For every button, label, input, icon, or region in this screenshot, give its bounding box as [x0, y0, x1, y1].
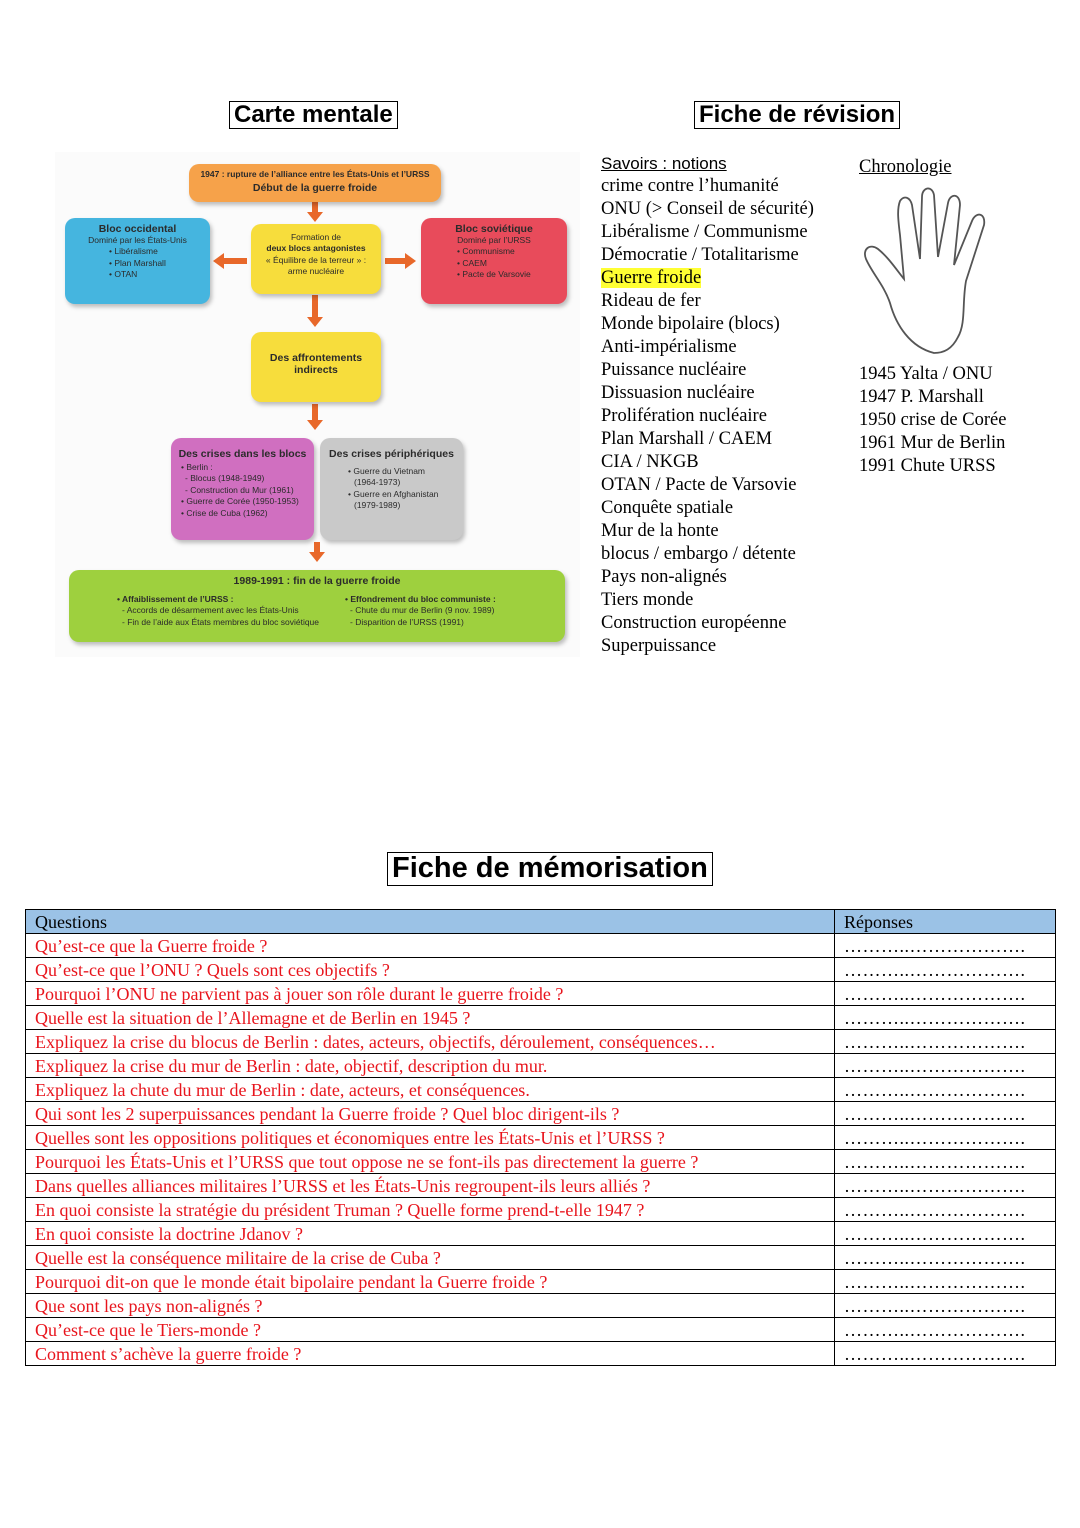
- notion-item: Démocratie / Totalitarisme: [601, 245, 799, 265]
- savoirs-list: [601, 152, 814, 658]
- table-row: [26, 1198, 1056, 1222]
- answer-cell: ………..……………….: [835, 1294, 1056, 1318]
- mm-box-crises-peripheriques: Des crises périphériques • Guerre du Vietnam (1964-1973) • Guerre en Afghanistan (1979-1989): [320, 438, 463, 540]
- table-row: [26, 1054, 1056, 1078]
- chrono-item: 1961 Mur de Berlin: [859, 433, 1006, 453]
- question-cell: Expliquez la chute du mur de Berlin : date, acteurs, et conséquences.: [26, 1078, 835, 1102]
- notion-item: Conquête spatiale: [601, 498, 734, 518]
- notion-item: Superpuissance: [601, 636, 717, 656]
- answer-cell: ………..……………….: [835, 934, 1056, 958]
- question-cell: En quoi consiste la stratégie du président Truman ? Quelle forme prend-t-elle 1947 ?: [26, 1198, 835, 1222]
- notion-item: Construction européenne: [601, 613, 787, 633]
- arrow-head-icon: [309, 552, 325, 562]
- answer-cell: ………..……………….: [835, 1222, 1056, 1246]
- savoirs-label: Savoirs : notions: [601, 154, 727, 173]
- mm-box-center: Formation de deux blocs antagonistes « Équilibre de la terreur » : arme nucléaire: [251, 224, 381, 294]
- arrow-head-icon: [307, 317, 323, 327]
- answer-cell: ………..……………….: [835, 1054, 1056, 1078]
- notion-item: ONU (> Conseil de sécurité): [601, 199, 814, 219]
- answer-cell: ………..……………….: [835, 1030, 1056, 1054]
- table-row: [26, 1078, 1056, 1102]
- question-cell: Comment s’achève la guerre froide ?: [26, 1342, 835, 1366]
- table-row: [26, 1222, 1056, 1246]
- notion-item: Libéralisme / Communisme: [601, 222, 808, 242]
- question-cell: En quoi consiste la doctrine Jdanov ?: [26, 1222, 835, 1246]
- answer-cell: ………..……………….: [835, 1102, 1056, 1126]
- notion-item: blocus / embargo / détente: [601, 544, 796, 564]
- arrow-center-down: [312, 295, 318, 319]
- answer-cell: ………..……………….: [835, 1318, 1056, 1342]
- table-row: [26, 1270, 1056, 1294]
- arrow-head-icon: [307, 212, 323, 222]
- answer-cell: ………..……………….: [835, 1198, 1056, 1222]
- table-row: [26, 1030, 1056, 1054]
- table-row: [26, 982, 1056, 1006]
- mm-box-east: Bloc soviétique Dominé par l’URSS • Communisme • CAEM • Pacte de Varsovie: [421, 218, 567, 304]
- answer-cell: ………..……………….: [835, 1174, 1056, 1198]
- table-row: [26, 1006, 1056, 1030]
- notion-item: Pays non-alignés: [601, 567, 727, 587]
- question-cell: Qui sont les 2 superpuissances pendant la Guerre froide ? Quel bloc dirigent-ils ?: [26, 1102, 835, 1126]
- table-row: [26, 1102, 1056, 1126]
- notion-item: CIA / NKGB: [601, 452, 699, 472]
- table-row: [26, 1246, 1056, 1270]
- question-cell: Quelle est la situation de l’Allemagne et de Berlin en 1945 ?: [26, 1006, 835, 1030]
- hand-icon: [862, 185, 1022, 360]
- question-cell: Qu’est-ce que le Tiers-monde ?: [26, 1318, 835, 1342]
- table-row: [26, 958, 1056, 982]
- fiche-revision-title: Fiche de révision: [694, 101, 900, 129]
- mm-box-indirect: Des affrontements indirects: [251, 332, 381, 402]
- notion-item: Prolifération nucléaire: [601, 406, 767, 426]
- chronologie-list: [859, 363, 1006, 478]
- chrono-item: 1991 Chute URSS: [859, 456, 996, 476]
- table-row: [26, 1294, 1056, 1318]
- table-row: [26, 1342, 1056, 1366]
- carte-mentale-title: Carte mentale: [229, 101, 398, 129]
- table-row: [26, 1126, 1056, 1150]
- memorisation-table: [25, 909, 1056, 1366]
- chronologie-label: Chronologie: [859, 157, 952, 177]
- mind-map: [55, 152, 580, 657]
- notion-item: Rideau de fer: [601, 291, 701, 311]
- question-cell: Expliquez la crise du blocus de Berlin : dates, acteurs, objectifs, déroulement, conséquences…: [26, 1030, 835, 1054]
- table-header-row: [26, 910, 1056, 934]
- questions-header: Questions: [26, 910, 835, 934]
- question-cell: Pourquoi l’ONU ne parvient pas à jouer son rôle durant le guerre froide ?: [26, 982, 835, 1006]
- notion-item: Monde bipolaire (blocs): [601, 314, 780, 334]
- answer-cell: ………..……………….: [835, 1126, 1056, 1150]
- mm-box-crises-blocs: Des crises dans les blocs • Berlin : - Blocus (1948-1949) - Construction du Mur (1961) • Guerre de Corée (1950-1953) • Crise de Cuba (1962): [171, 438, 314, 540]
- notion-item: Mur de la honte: [601, 521, 719, 541]
- notion-item: Dissuasion nucléaire: [601, 383, 755, 403]
- table-row: [26, 1318, 1056, 1342]
- notion-item: Anti-impérialisme: [601, 337, 737, 357]
- mm-box-start: 1947 : rupture de l’alliance entre les États-Unis et l’URSS Début de la guerre froide: [189, 164, 441, 202]
- table-row: [26, 1174, 1056, 1198]
- arrow-right: [385, 258, 407, 264]
- question-cell: Expliquez la crise du mur de Berlin : date, objectif, description du mur.: [26, 1054, 835, 1078]
- reponses-header: Réponses: [835, 910, 1056, 934]
- answer-cell: ………..……………….: [835, 1270, 1056, 1294]
- chrono-item: 1947 P. Marshall: [859, 387, 984, 407]
- question-cell: Pourquoi les États-Unis et l’URSS que tout oppose ne se font-ils pas directement la guerre ?: [26, 1150, 835, 1174]
- question-cell: Quelles sont les oppositions politiques et économiques entre les États-Unis et l’URSS ?: [26, 1126, 835, 1150]
- chrono-item: 1945 Yalta / ONU: [859, 364, 993, 384]
- question-cell: Que sont les pays non-alignés ?: [26, 1294, 835, 1318]
- question-cell: Qu’est-ce que la Guerre froide ?: [26, 934, 835, 958]
- question-cell: Quelle est la conséquence militaire de la crise de Cuba ?: [26, 1246, 835, 1270]
- chrono-item: 1950 crise de Corée: [859, 410, 1007, 430]
- notion-item: Tiers monde: [601, 590, 694, 610]
- answer-cell: ………..……………….: [835, 982, 1056, 1006]
- arrow-left: [223, 258, 247, 264]
- arrow-head-icon: [307, 420, 323, 430]
- question-cell: Qu’est-ce que l’ONU ? Quels sont ces objectifs ?: [26, 958, 835, 982]
- answer-cell: ………..……………….: [835, 958, 1056, 982]
- mm-box-end: 1989-1991 : fin de la guerre froide • Affaiblissement de l’URSS : - Accords de désarmement avec les États-Unis - Fin de l’aide aux États membres du bloc soviétique • Effondrement du bloc communiste : - Chute du mur de Berlin (9 nov. 1989) - Disparition de l’URSS (1991): [69, 570, 565, 642]
- answer-cell: ………..……………….: [835, 1006, 1056, 1030]
- notion-item-highlighted: Guerre froide: [601, 268, 702, 288]
- memorisation-body: [26, 934, 1056, 1366]
- notion-item: Plan Marshall / CAEM: [601, 429, 773, 449]
- arrow-head-icon: [213, 253, 224, 269]
- answer-cell: ………..……………….: [835, 1246, 1056, 1270]
- chronologie: [859, 156, 952, 179]
- answer-cell: ………..……………….: [835, 1078, 1056, 1102]
- question-cell: Pourquoi dit-on que le monde était bipolaire pendant la Guerre froide ?: [26, 1270, 835, 1294]
- notion-item: Puissance nucléaire: [601, 360, 747, 380]
- mm-box-west: Bloc occidental Dominé par les États-Unis • Libéralisme • Plan Marshall • OTAN: [65, 218, 210, 304]
- table-row: [26, 1150, 1056, 1174]
- notion-item: crime contre l’humanité: [601, 176, 779, 196]
- question-cell: Dans quelles alliances militaires l’URSS et les États-Unis regroupent-ils leurs alliés ?: [26, 1174, 835, 1198]
- table-row: [26, 934, 1056, 958]
- notion-item: OTAN / Pacte de Varsovie: [601, 475, 797, 495]
- arrow-head-icon: [405, 253, 416, 269]
- answer-cell: ………..……………….: [835, 1342, 1056, 1366]
- answer-cell: ………..……………….: [835, 1150, 1056, 1174]
- fiche-memorisation-title: Fiche de mémorisation: [387, 852, 713, 886]
